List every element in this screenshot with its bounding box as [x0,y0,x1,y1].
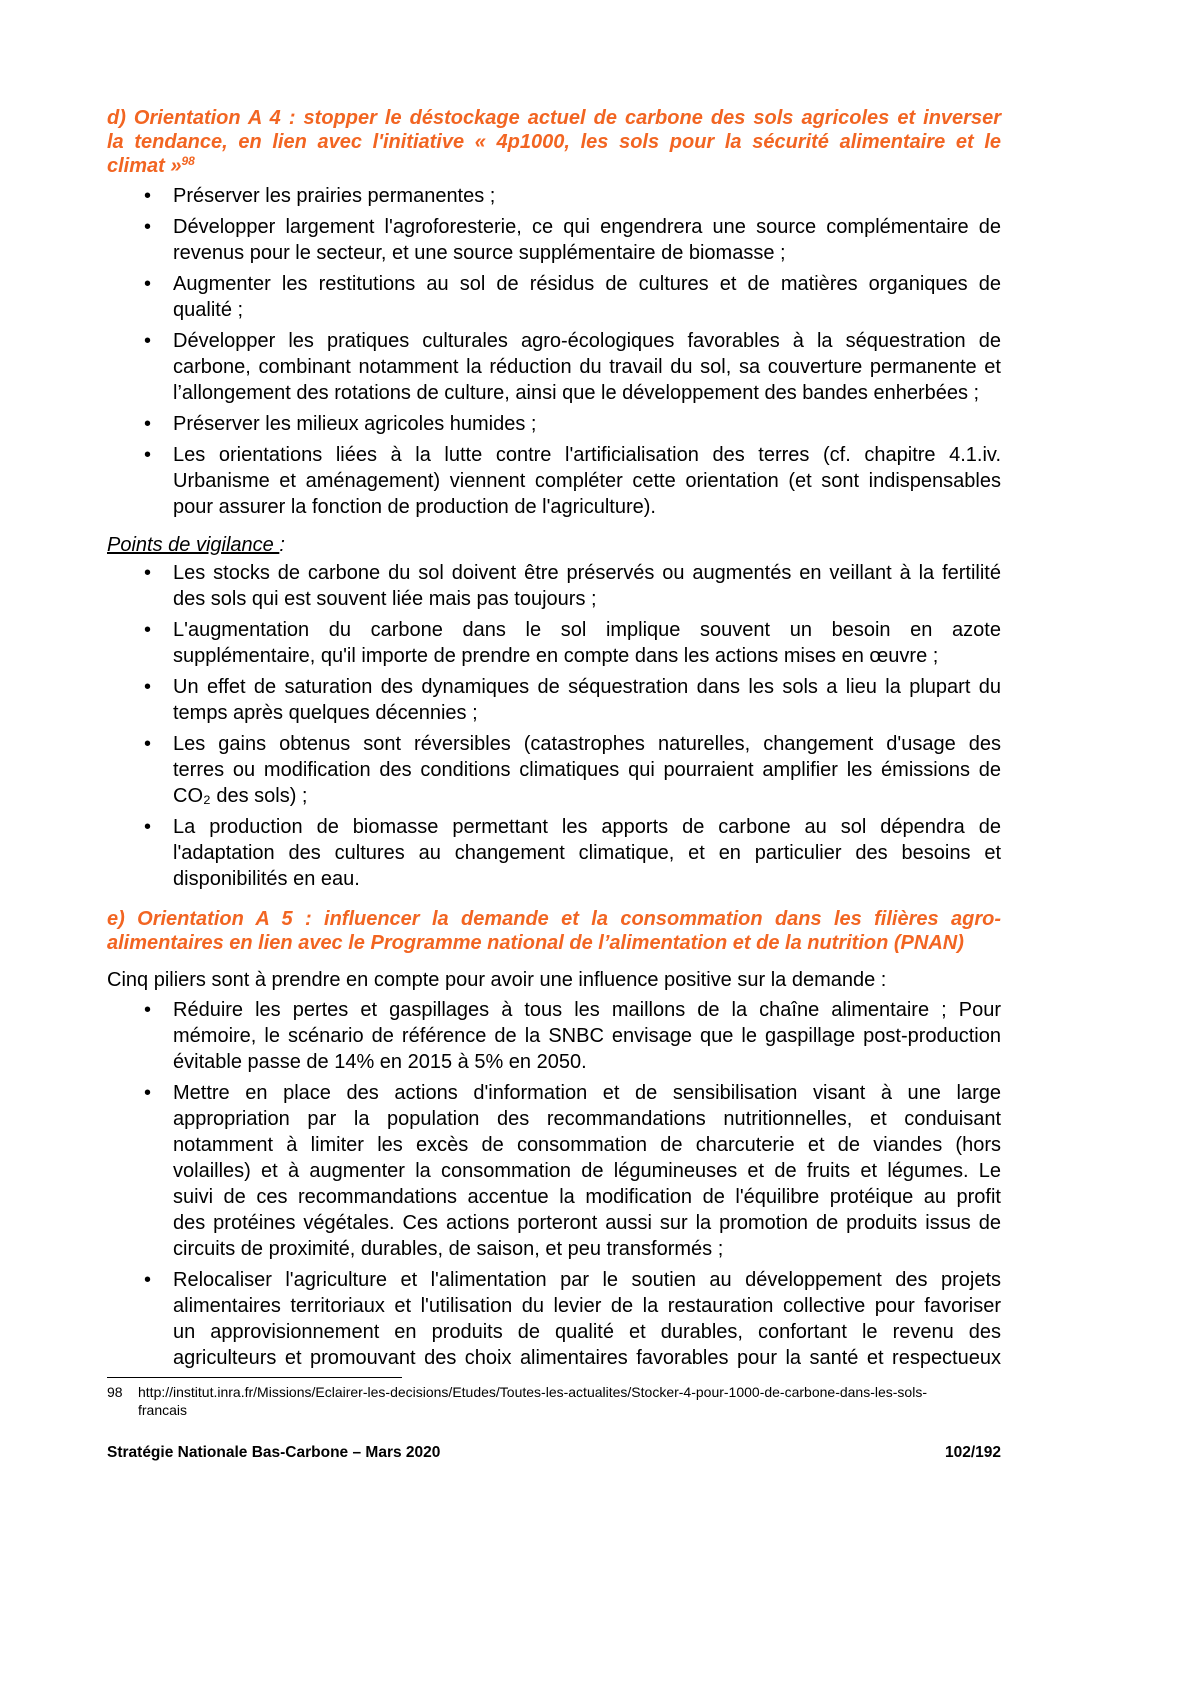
bullet-icon: • [144,1269,152,1291]
text-line: supplémentaire, qu'il importe de prendre en compte dans les actions mises en œuvre ; [173,645,939,667]
orientation-d-bullet-list [107,183,1001,520]
text-line: appropriation par la population des recommandations nutritionnelles, et conduisant [173,1108,1001,1130]
text-line: carbone, combinant notamment la réduction du travail du sol, sa couverture permanente et [173,356,1001,378]
text-line: circuits de proximité, durables, de saison, et peu transformés ; [173,1238,724,1260]
bullet-item [107,814,1001,892]
bullet-icon: • [144,562,152,584]
text-line: alimentaires territoriaux et l'utilisation du levier de la restauration collective pour favoriser [173,1295,1001,1317]
bullet-item-text [173,411,1001,437]
bullet-item-text [173,271,1001,323]
text-line: L'augmentation du carbone dans le sol implique souvent un besoin en azote [173,619,1001,641]
heading-line: d) Orientation A 4 : stopper le déstockage actuel de carbone des sols agricoles et inverser [107,107,1001,129]
text-line: Un effet de saturation des dynamiques de séquestration dans les sols a lieu la plupart du [173,676,1001,698]
bullet-item-text [173,1080,1001,1262]
text-line: suivi de ces recommandations accentue la modification de l'équilibre protéique au profit [173,1186,1001,1208]
footer-document-title: Stratégie Nationale Bas-Carbone – Mars 2020 [107,1444,441,1461]
bullet-item [107,328,1001,406]
text-line: Réduire les pertes et gaspillages à tous les maillons de la chaîne alimentaire ; Pour [173,999,1001,1021]
bullet-item-text [173,328,1001,406]
bullet-item-text [173,214,1001,266]
text-line: Urbanisme et aménagement) viennent compléter cette orientation (et sont indispensables [173,470,1001,492]
bullet-item [107,617,1001,669]
heading-line-text: climat » [107,155,182,177]
text-line: Préserver les prairies permanentes ; [173,185,496,207]
bullet-icon: • [144,185,152,207]
footnote-number: 98 [107,1384,123,1400]
orientation-e-intro: Cinq piliers sont à prendre en compte pour avoir une influence positive sur la demande : [107,969,887,991]
text-line: l'adaptation des cultures au changement climatique, et en particulier des besoins et [173,842,1001,864]
bullet-icon: • [144,444,152,466]
bullet-icon: • [144,676,152,698]
text-line: notamment à limiter les excès de consommation de charcuterie et de viandes (hors [173,1134,1001,1156]
bullet-item [107,442,1001,520]
heading-line-last [107,154,1001,178]
footnote-reference[interactable]: 98 [181,154,195,168]
text-line: revenus pour le secteur, et une source supplémentaire de biomasse ; [173,242,786,264]
bullet-icon: • [144,216,152,238]
bullet-item-text [173,442,1001,520]
bullet-icon: • [144,273,152,295]
bullet-item [107,411,1001,437]
orientation-e-bullet-list [107,997,1001,1371]
text-line: Mettre en place des actions d'information et de sensibilisation visant à une large [173,1082,1001,1104]
heading-line: alimentaires en lien avec le Programme national de l’alimentation et de la nutrition (PNAN) [107,932,964,954]
bullet-item-text [173,183,1001,209]
text-line: La production de biomasse permettant les apports de carbone au sol dépendra de [173,816,1001,838]
bullet-item-text [173,560,1001,612]
footer-page-number: 102/192 [944,1444,1001,1461]
text-line: qualité ; [173,299,244,321]
bullet-icon: • [144,413,152,435]
vigilance-bullet-list [107,560,1001,892]
text-line: Relocaliser l'agriculture et l'alimentation par le soutien au développement des projets [173,1269,1001,1291]
bullet-item-text [173,814,1001,892]
text-line: évitable passe de 14% en 2015 à 5% en 2050. [173,1051,587,1073]
bullet-icon: • [144,619,152,641]
bullet-item [107,560,1001,612]
text-line: disponibilités en eau. [173,868,360,890]
footnote-link[interactable] [138,1383,1001,1419]
bullet-item-text [173,674,1001,726]
bullet-item [107,731,1001,809]
text-line: terres ou modification des conditions climatiques qui pourraient amplifier les émissions de [173,759,1001,781]
text-line: Développer les pratiques culturales agro-écologiques favorables à la séquestration de [173,330,1001,352]
bullet-item [107,997,1001,1075]
footnote [107,1383,1001,1419]
text-line: Les gains obtenus sont réversibles (catastrophes naturelles, changement d'usage des [173,733,1001,755]
text-line: pour assurer la fonction de production de l'agriculture). [173,496,656,518]
text-line: Les stocks de carbone du sol doivent être préservés ou augmentés en veillant à la fertilité [173,562,1001,584]
bullet-item [107,183,1001,209]
footnote-line[interactable]: http://institut.inra.fr/Missions/Eclairer-les-decisions/Etudes/Toutes-les-actualites/Stocker-4-pour-1000-de-carbone-dans-les-sols- [138,1384,927,1400]
text-line: agriculteurs et promouvant des choix alimentaires favorables pour la santé et respectueux [173,1347,1001,1369]
vigilance-label-text: Points de vigilance [107,534,280,556]
bullet-item [107,1267,1001,1371]
vigilance-label [107,532,1001,558]
bullet-item [107,674,1001,726]
page-content [107,106,1001,1371]
text-line: CO₂ des sols) ; [173,785,308,807]
bullet-icon: • [144,330,152,352]
text-line: Les orientations liées à la lutte contre l'artificialisation des terres (cf. chapitre 4.1.iv. [173,444,1001,466]
bullet-icon: • [144,816,152,838]
orientation-e-heading [107,907,1001,955]
footnote-separator [107,1377,402,1378]
text-line: temps après quelques décennies ; [173,702,478,724]
bullet-item [107,1080,1001,1262]
bullet-item-text [173,617,1001,669]
text-line: Préserver les milieux agricoles humides ; [173,413,537,435]
bullet-item-text [173,731,1001,809]
bullet-icon: • [144,999,152,1021]
text-line: Augmenter les restitutions au sol de résidus de cultures et de matières organiques de [173,273,1001,295]
footnote-line[interactable]: francais [138,1402,188,1418]
heading-line: la tendance, en lien avec l'initiative « 4p1000, les sols pour la sécurité alimentaire et le [107,131,1001,153]
bullet-item-text [173,997,1001,1075]
bullet-item-text [173,1267,1001,1371]
text-line: volailles) et à augmenter la consommation de légumineuses et de fruits et légumes. Le [173,1160,1001,1182]
vigilance-label-colon: : [279,534,285,556]
text-line: des protéines végétales. Ces actions porteront aussi sur la promotion de produits issus de [173,1212,1001,1234]
bullet-item [107,271,1001,323]
text-line: l’allongement des rotations de culture, ainsi que le développement des bandes enherbées ; [173,382,980,404]
text-line: Développer largement l'agroforesterie, ce qui engendrera une source complémentaire de [173,216,1001,238]
bullet-item [107,214,1001,266]
text-line: mémoire, le scénario de référence de la SNBC envisage que le gaspillage post-production [173,1025,1001,1047]
text-line: des sols qui est souvent liée mais pas toujours ; [173,588,597,610]
bullet-icon: • [144,1082,152,1104]
heading-line: e) Orientation A 5 : influencer la demande et la consommation dans les filières agro- [107,908,1001,930]
orientation-d-heading [107,106,1001,178]
bullet-icon: • [144,733,152,755]
text-line: un approvisionnement en produits de qualité et durables, confortant le revenu des [173,1321,1001,1343]
